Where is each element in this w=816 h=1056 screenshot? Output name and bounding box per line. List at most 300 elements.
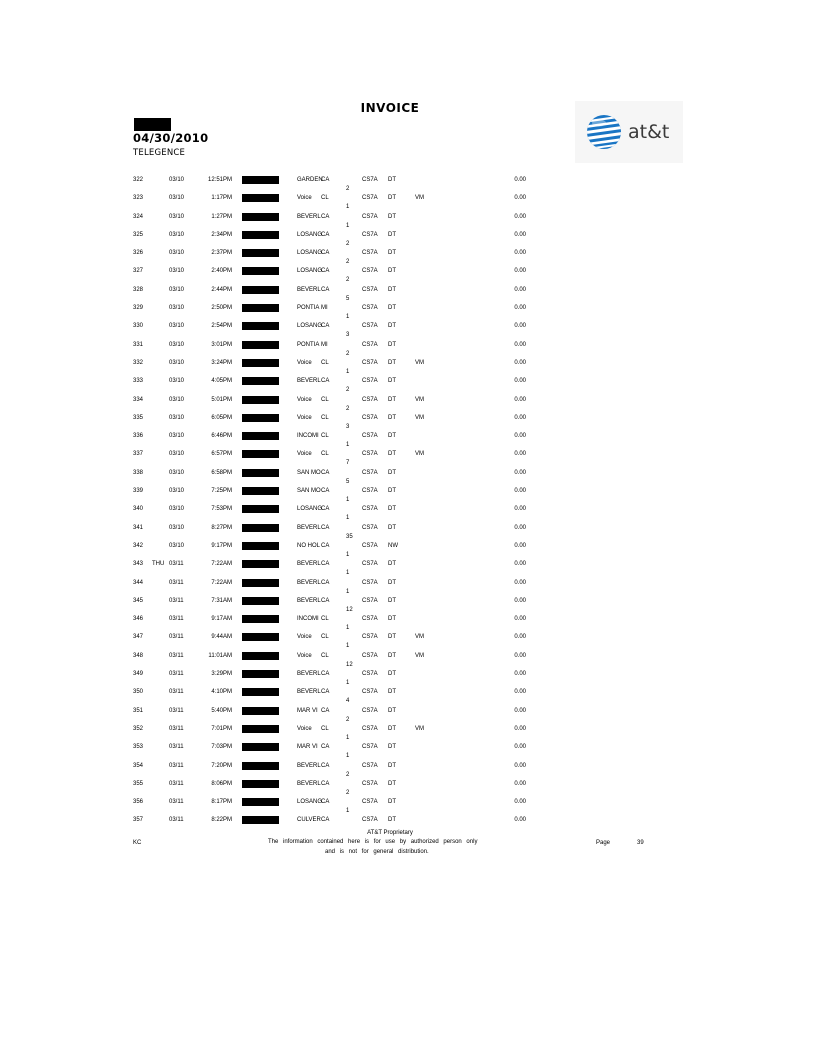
call-state: CL — [321, 725, 329, 732]
table-row — [0, 286, 816, 304]
call-detail-table — [0, 176, 816, 835]
call-minutes: 4 — [346, 698, 350, 705]
call-minutes: 1 — [346, 734, 350, 741]
rate-code: CS7A — [362, 762, 378, 769]
table-row — [0, 670, 816, 688]
feature-code: DT — [388, 305, 396, 312]
feature-code: DT — [388, 286, 396, 293]
call-time: 5:01PM — [211, 396, 232, 403]
call-amount: 0.00 — [514, 762, 526, 769]
call-minutes: 7 — [346, 460, 350, 467]
call-state: CA — [321, 671, 330, 678]
redacted-number-block — [242, 432, 279, 440]
call-place: PONTIA — [297, 341, 320, 348]
call-amount: 0.00 — [514, 725, 526, 732]
redacted-number-block — [242, 377, 279, 385]
att-logo-text: at&t — [628, 121, 670, 143]
table-row — [0, 505, 816, 523]
call-amount: 0.00 — [514, 799, 526, 806]
call-state: CA — [321, 213, 330, 220]
call-amount: 0.00 — [514, 616, 526, 623]
call-state: CA — [321, 707, 330, 714]
call-time: 6:46PM — [211, 433, 232, 440]
feature-code: DT — [388, 524, 396, 531]
rate-code: CS7A — [362, 744, 378, 751]
rate-code: CS7A — [362, 323, 378, 330]
redacted-number-block — [242, 231, 279, 239]
call-minutes: 1 — [346, 497, 350, 504]
att-logo — [575, 101, 683, 163]
feature-code: DT — [388, 231, 396, 238]
call-minutes: 1 — [346, 808, 350, 815]
call-amount: 0.00 — [514, 488, 526, 495]
rate-code: CS7A — [362, 359, 378, 366]
voicemail-flag: VM — [415, 195, 424, 202]
table-row — [0, 249, 816, 267]
call-amount: 0.00 — [514, 323, 526, 330]
feature-code: DT — [388, 597, 396, 604]
call-date: 03/11 — [169, 725, 184, 732]
call-place: BEVERL — [297, 780, 321, 787]
call-amount: 0.00 — [514, 359, 526, 366]
redacted-number-block — [242, 286, 279, 294]
call-time: 2:34PM — [211, 231, 232, 238]
call-place: Voice — [297, 414, 312, 421]
redacted-number-block — [242, 597, 279, 605]
call-minutes: 5 — [346, 478, 350, 485]
invoice-date: 04/30/2010 — [133, 131, 209, 145]
feature-code: NW — [388, 542, 398, 549]
redacted-number-block — [242, 487, 279, 495]
feature-code: DT — [388, 579, 396, 586]
redacted-number-block — [242, 505, 279, 513]
rate-code: CS7A — [362, 177, 378, 183]
call-state: CA — [321, 799, 330, 806]
call-place: GARDEN — [297, 177, 323, 183]
call-minutes: 1 — [346, 314, 350, 321]
table-row — [0, 725, 816, 743]
call-amount: 0.00 — [514, 707, 526, 714]
call-place: NO HOL — [297, 542, 321, 549]
call-state: CL — [321, 414, 329, 421]
call-place: MAR VI — [297, 707, 318, 714]
table-row — [0, 396, 816, 414]
call-amount: 0.00 — [514, 341, 526, 348]
call-state: CA — [321, 689, 330, 696]
call-state: CA — [321, 488, 330, 495]
call-minutes: 12 — [346, 606, 353, 613]
voicemail-flag: VM — [415, 634, 424, 641]
call-state: CA — [321, 780, 330, 787]
call-state: CL — [321, 396, 329, 403]
call-minutes: 3 — [346, 332, 350, 339]
call-date: 03/10 — [169, 506, 185, 513]
voicemail-flag: VM — [415, 396, 424, 403]
call-date: 03/11 — [169, 707, 184, 714]
call-minutes: 3 — [346, 423, 350, 430]
call-place: MAR VI — [297, 744, 318, 751]
voicemail-flag: VM — [415, 414, 424, 421]
rate-code: CS7A — [362, 725, 378, 732]
call-amount: 0.00 — [514, 213, 526, 220]
call-minutes: 1 — [346, 680, 350, 687]
table-row — [0, 633, 816, 651]
page-number: 39 — [637, 840, 644, 846]
call-minutes: 1 — [346, 588, 350, 595]
call-seq: 329 — [133, 305, 144, 312]
table-row — [0, 322, 816, 340]
call-minutes: 2 — [346, 259, 350, 266]
feature-code: DT — [388, 616, 396, 623]
rate-code: CS7A — [362, 780, 378, 787]
call-time: 2:40PM — [211, 268, 232, 275]
rate-code: CS7A — [362, 689, 378, 696]
table-row — [0, 780, 816, 798]
confidentiality-line-2: and is not for general distribution. — [325, 849, 429, 855]
call-place: Voice — [297, 195, 312, 202]
call-minutes: 2 — [346, 186, 350, 192]
call-amount: 0.00 — [514, 652, 526, 659]
call-seq: 331 — [133, 341, 144, 348]
table-row — [0, 377, 816, 395]
call-seq: 350 — [133, 689, 144, 696]
call-state: CA — [321, 597, 330, 604]
call-amount: 0.00 — [514, 506, 526, 513]
rate-code: CS7A — [362, 286, 378, 293]
call-seq: 338 — [133, 469, 144, 476]
call-date: 03/10 — [169, 378, 185, 385]
call-minutes: 2 — [346, 350, 350, 357]
call-time: 9:17AM — [211, 616, 232, 623]
call-state: CA — [321, 817, 330, 824]
redacted-number-block — [242, 816, 279, 824]
call-place: Voice — [297, 396, 312, 403]
call-state: CA — [321, 542, 330, 549]
call-date: 03/10 — [169, 414, 185, 421]
rate-code: CS7A — [362, 671, 378, 678]
redacted-number-block — [242, 450, 279, 458]
call-seq: 326 — [133, 250, 144, 257]
call-time: 6:58PM — [211, 469, 232, 476]
call-seq: 354 — [133, 762, 144, 769]
call-seq: 342 — [133, 542, 144, 549]
rate-code: CS7A — [362, 506, 378, 513]
call-minutes: 1 — [346, 368, 350, 375]
call-amount: 0.00 — [514, 671, 526, 678]
call-minutes: 2 — [346, 771, 350, 778]
call-date: 03/10 — [169, 396, 185, 403]
feature-code: DT — [388, 725, 396, 732]
table-row — [0, 743, 816, 761]
call-seq: 340 — [133, 506, 144, 513]
call-state: CA — [321, 579, 330, 586]
call-place: LOSANG — [297, 506, 323, 513]
call-minutes: 1 — [346, 643, 350, 650]
call-date: 03/10 — [169, 341, 185, 348]
call-state: CA — [321, 177, 330, 183]
call-amount: 0.00 — [514, 689, 526, 696]
call-date: 03/10 — [169, 433, 185, 440]
call-time: 2:50PM — [211, 305, 232, 312]
call-place: BEVERL — [297, 286, 321, 293]
call-amount: 0.00 — [514, 231, 526, 238]
call-minutes: 1 — [346, 551, 350, 558]
call-minutes: 12 — [346, 661, 353, 668]
table-row — [0, 341, 816, 359]
call-place: BEVERL — [297, 689, 321, 696]
table-row — [0, 450, 816, 468]
call-place: BEVERL — [297, 579, 321, 586]
rate-code: CS7A — [362, 634, 378, 641]
feature-code: DT — [388, 488, 396, 495]
call-state: CA — [321, 506, 330, 513]
call-amount: 0.00 — [514, 396, 526, 403]
call-amount: 0.00 — [514, 433, 526, 440]
feature-code: DT — [388, 433, 396, 440]
redacted-number-block — [242, 359, 279, 367]
redacted-number-block — [242, 670, 279, 678]
call-time: 12:51PM — [207, 177, 232, 183]
redacted-number-block — [242, 249, 279, 257]
redacted-number-block — [242, 615, 279, 623]
redacted-number-block — [242, 414, 279, 422]
feature-code: DT — [388, 396, 396, 403]
call-seq: 352 — [133, 725, 144, 732]
call-place: LOSANG — [297, 799, 323, 806]
rate-code: CS7A — [362, 579, 378, 586]
rate-code: CS7A — [362, 542, 378, 549]
call-time: 7:25PM — [211, 488, 232, 495]
call-seq: 357 — [133, 817, 144, 824]
call-minutes: 2 — [346, 240, 350, 247]
feature-code: DT — [388, 378, 396, 385]
call-place: SAN MO — [297, 488, 321, 495]
feature-code: DT — [388, 359, 396, 366]
call-date: 03/10 — [169, 195, 185, 202]
feature-code: DT — [388, 177, 396, 183]
call-date: 03/11 — [169, 817, 184, 824]
call-state: CA — [321, 561, 330, 568]
call-place: BEVERL — [297, 597, 321, 604]
table-row — [0, 652, 816, 670]
redacted-number-block — [242, 213, 279, 221]
voicemail-flag: VM — [415, 359, 424, 366]
call-time: 1:27PM — [211, 213, 232, 220]
call-date: 03/10 — [169, 250, 185, 257]
call-minutes: 2 — [346, 387, 350, 394]
table-row — [0, 579, 816, 597]
page-label: Page — [596, 840, 611, 846]
call-date: 03/11 — [169, 652, 184, 659]
rate-code: CS7A — [362, 817, 378, 824]
call-date: 03/11 — [169, 561, 184, 568]
rate-code: CS7A — [362, 231, 378, 238]
feature-code: DT — [388, 341, 396, 348]
call-place: INCOMI — [297, 616, 319, 623]
feature-code: DT — [388, 213, 396, 220]
call-time: 8:17PM — [211, 799, 232, 806]
table-row — [0, 560, 816, 578]
call-amount: 0.00 — [514, 597, 526, 604]
rate-code: CS7A — [362, 378, 378, 385]
rate-code: CS7A — [362, 561, 378, 568]
feature-code: DT — [388, 707, 396, 714]
call-state: CL — [321, 652, 329, 659]
call-seq: 348 — [133, 652, 144, 659]
call-place: Voice — [297, 359, 312, 366]
call-date: 03/11 — [169, 616, 184, 623]
call-date: 03/10 — [169, 542, 185, 549]
call-place: BEVERL — [297, 561, 321, 568]
rate-code: CS7A — [362, 250, 378, 257]
call-date: 03/10 — [169, 469, 185, 476]
call-seq: 333 — [133, 378, 144, 385]
call-time: 3:24PM — [211, 359, 232, 366]
redacted-number-block — [242, 267, 279, 275]
redacted-number-block — [242, 762, 279, 770]
call-place: LOSANG — [297, 268, 323, 275]
call-seq: 335 — [133, 414, 144, 421]
redacted-number-block — [242, 707, 279, 715]
call-state: CA — [321, 231, 330, 238]
rate-code: CS7A — [362, 451, 378, 458]
redacted-number-block — [242, 176, 279, 184]
voicemail-flag: VM — [415, 451, 424, 458]
call-minutes: 1 — [346, 570, 350, 577]
proprietary-notice: AT&T Proprietary — [367, 830, 413, 836]
call-time: 7:31AM — [211, 597, 232, 604]
call-place: Voice — [297, 652, 312, 659]
table-row — [0, 194, 816, 212]
redacted-number-block — [242, 780, 279, 788]
rate-code: CS7A — [362, 469, 378, 476]
rate-code: CS7A — [362, 524, 378, 531]
call-minutes: 2 — [346, 277, 350, 284]
call-amount: 0.00 — [514, 378, 526, 385]
call-seq: 324 — [133, 213, 144, 220]
call-time: 9:17PM — [211, 542, 232, 549]
call-time: 2:37PM — [211, 250, 232, 257]
call-minutes: 1 — [346, 515, 350, 522]
call-place: CULVER — [297, 817, 321, 824]
call-time: 2:54PM — [211, 323, 232, 330]
call-time: 3:29PM — [211, 671, 232, 678]
call-place: SAN MO — [297, 469, 321, 476]
call-time: 6:05PM — [211, 414, 232, 421]
call-seq: 323 — [133, 195, 144, 202]
call-time: 2:44PM — [211, 286, 232, 293]
redacted-number-block — [242, 304, 279, 312]
call-seq: 334 — [133, 396, 144, 403]
call-minutes: 2 — [346, 405, 350, 412]
redacted-number-block — [242, 469, 279, 477]
rate-code: CS7A — [362, 268, 378, 275]
call-time: 8:06PM — [211, 780, 232, 787]
call-date: 03/11 — [169, 634, 184, 641]
call-seq: 355 — [133, 780, 144, 787]
redacted-number-block — [242, 743, 279, 751]
call-place: INCOMI — [297, 433, 319, 440]
call-place: LOSANG — [297, 323, 323, 330]
call-seq: 346 — [133, 616, 144, 623]
call-time: 7:22AM — [211, 579, 232, 586]
call-date: 03/11 — [169, 780, 184, 787]
table-row — [0, 487, 816, 505]
call-minutes: 5 — [346, 295, 350, 302]
call-state: CA — [321, 524, 330, 531]
call-date: 03/10 — [169, 286, 185, 293]
call-date: 03/10 — [169, 213, 185, 220]
call-amount: 0.00 — [514, 286, 526, 293]
call-date: 03/10 — [169, 323, 185, 330]
rate-code: CS7A — [362, 488, 378, 495]
call-date: 03/11 — [169, 671, 184, 678]
call-seq: 353 — [133, 744, 144, 751]
feature-code: DT — [388, 652, 396, 659]
call-state: CL — [321, 451, 329, 458]
redacted-account-block — [134, 118, 171, 131]
table-row — [0, 542, 816, 560]
call-time: 7:03PM — [211, 744, 232, 751]
call-date: 03/10 — [169, 359, 185, 366]
feature-code: DT — [388, 744, 396, 751]
call-seq: 325 — [133, 231, 144, 238]
redacted-number-block — [242, 396, 279, 404]
call-place: Voice — [297, 634, 312, 641]
call-amount: 0.00 — [514, 561, 526, 568]
call-place: BEVERL — [297, 213, 321, 220]
table-row — [0, 414, 816, 432]
call-minutes: 1 — [346, 204, 350, 211]
feature-code: DT — [388, 250, 396, 257]
call-time: 1:17PM — [211, 195, 232, 202]
call-place: BEVERL — [297, 671, 321, 678]
call-date: 03/11 — [169, 799, 184, 806]
call-state: CA — [321, 323, 330, 330]
call-amount: 0.00 — [514, 579, 526, 586]
call-minutes: 1 — [346, 442, 350, 449]
call-amount: 0.00 — [514, 524, 526, 531]
call-place: BEVERL — [297, 524, 321, 531]
call-time: 3:01PM — [211, 341, 232, 348]
table-row — [0, 432, 816, 450]
feature-code: DT — [388, 817, 396, 824]
redacted-number-block — [242, 798, 279, 806]
call-amount: 0.00 — [514, 542, 526, 549]
feature-code: DT — [388, 506, 396, 513]
rate-code: CS7A — [362, 616, 378, 623]
call-time: 11:01AM — [208, 652, 232, 659]
call-amount: 0.00 — [514, 250, 526, 257]
call-place: Voice — [297, 725, 312, 732]
call-state: CA — [321, 286, 330, 293]
call-state: MI — [321, 305, 328, 312]
table-row — [0, 798, 816, 816]
call-seq: 339 — [133, 488, 144, 495]
call-state: CL — [321, 195, 329, 202]
redacted-number-block — [242, 579, 279, 587]
call-date: 03/10 — [169, 488, 185, 495]
call-state: CL — [321, 634, 329, 641]
call-date: 03/10 — [169, 268, 185, 275]
feature-code: DT — [388, 799, 396, 806]
table-row — [0, 213, 816, 231]
call-time: 6:57PM — [211, 451, 232, 458]
call-amount: 0.00 — [514, 780, 526, 787]
rate-code: CS7A — [362, 305, 378, 312]
call-seq: 345 — [133, 597, 144, 604]
call-state: CA — [321, 268, 330, 275]
